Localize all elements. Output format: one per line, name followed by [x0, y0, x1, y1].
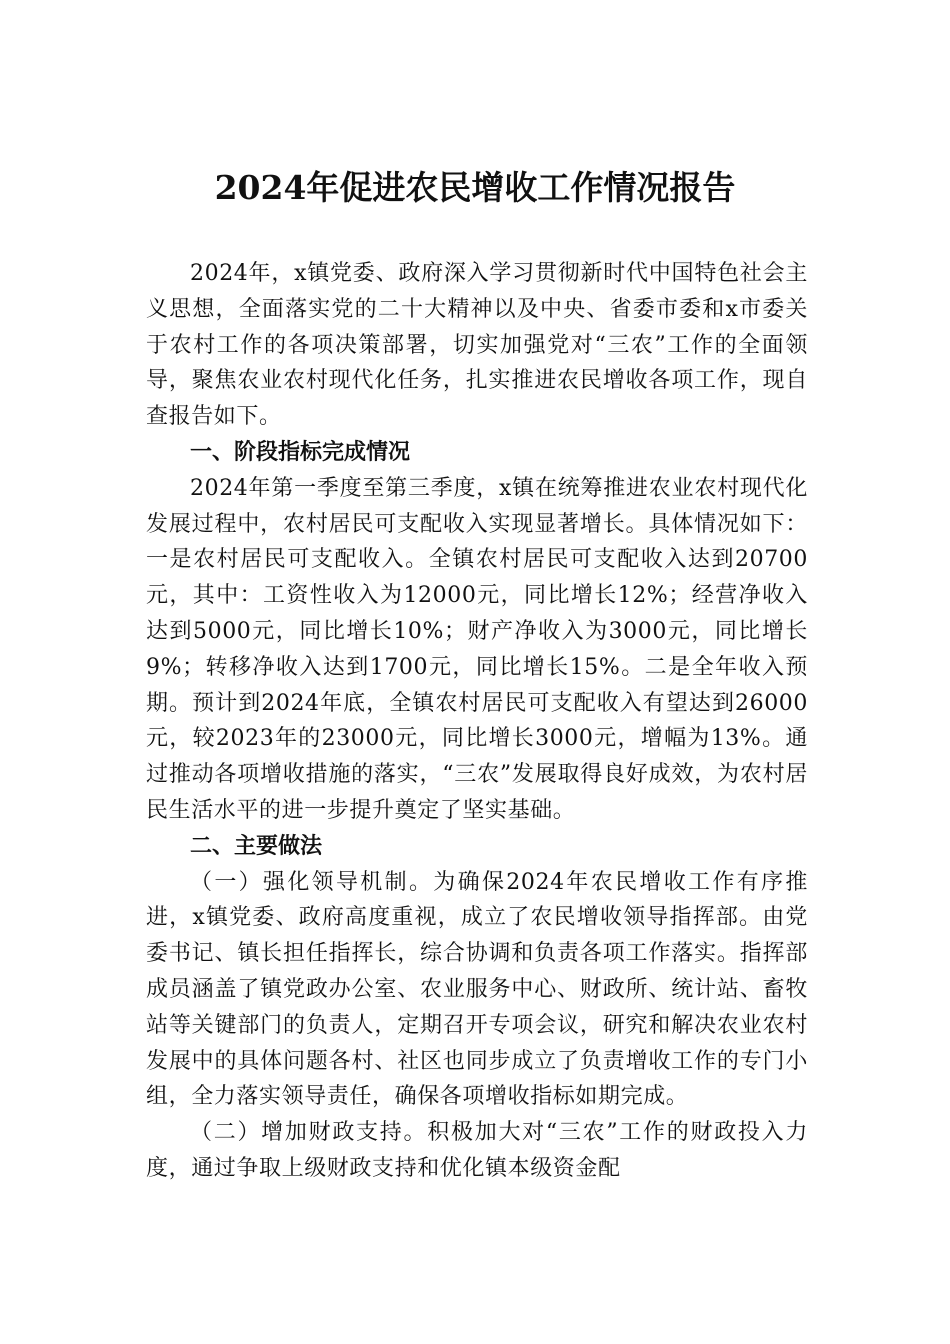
document-title: 2024年促进农民增收工作情况报告 — [214, 168, 736, 207]
document-body — [146, 256, 808, 1187]
method-lead-finance: （二）增加财政支持。 — [190, 1120, 428, 1146]
method-lead-leadership: （一）强化领导机制。 — [190, 869, 434, 895]
indicators-paragraph: 2024年第一季度至第三季度，x镇在统筹推进农业农村现代化发展过程中，农村居民可支配收入实现显著增长。具体情况如下：一是农村居民可支配收入。全镇农村居民可支配收入达到20700元，其中：工资性收入为12000元，同比增长12%；经营净收入达到5000元，同比增长10%；财产净收入为3000元，同比增长9%；转移净收入达到1700元，同比增长15%。二是全年收入预期。预计到2024年底，全镇农村居民可支配收入有望达到26000元，较2023年的23000元，同比增长3000元，增幅为13%。通过推动各项增收措施的落实，“三农”发展取得良好成效，为农村居民生活水平的进一步提升奠定了坚实基础。 — [146, 475, 808, 823]
method-text-finance: 积极加大对“三农”工作的财政投入力度，通过争取上级财政支持和优化镇本级资金配 — [146, 1120, 808, 1181]
method-paragraph-leadership — [146, 865, 808, 1116]
intro-paragraph: 2024年，x镇党委、政府深入学习贯彻新时代中国特色社会主义思想，全面落实党的二十大精神以及中央、省委市委和x市委关于农村工作的各项决策部署，切实加强党对“三农”工作的全面领导，聚焦农业农村现代化任务，扎实推进农民增收各项工作，现自查报告如下。 — [146, 261, 808, 430]
method-text-leadership: 为确保2024年农民增收工作有序推进，x镇党委、政府高度重视，成立了农民增收领导指挥部。由党委书记、镇长担任指挥长，综合协调和负责各项工作落实。指挥部成员涵盖了镇党政办公室、农业服务中心、财政所、统计站、畜牧站等关键部门的负责人，定期召开专项会议，研究和解决农业农村发展中的具体问题各村、社区也同步成立了负责增收工作的专门小组，全力落实领导责任，确保各项增收指标如期完成。 — [146, 869, 808, 1110]
section-heading-methods: 二、主要做法 — [190, 833, 323, 859]
method-paragraph-finance — [146, 1115, 808, 1187]
section-heading-indicators: 一、阶段指标完成情况 — [190, 439, 411, 465]
